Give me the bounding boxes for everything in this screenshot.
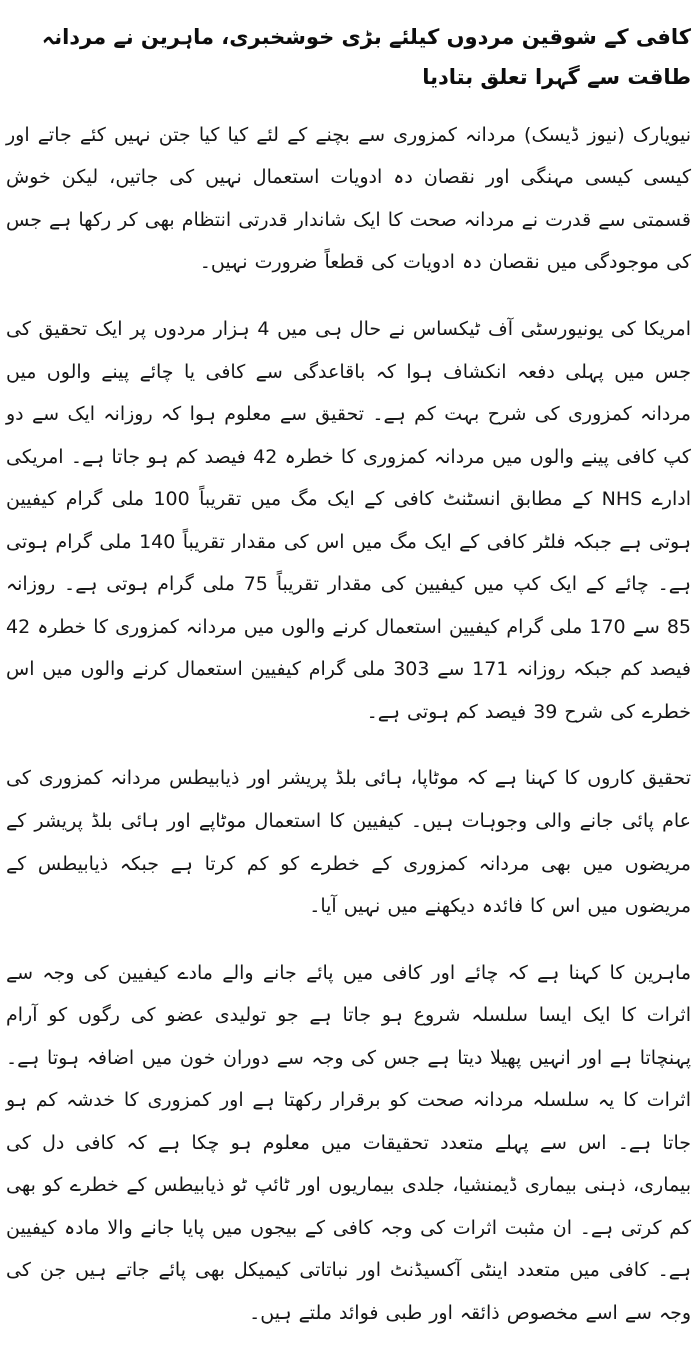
article-paragraph-expert-explanation: ماہرین کا کہنا ہے کہ چائے اور کافی میں پائے جانے والے مادے کیفیین کی وجہ سے اثرات کا ایک ایسا سلسلہ شروع ہو جاتا ہے جو تولیدی عضو کی رگوں کو آرام پہنچاتا ہے اور انہیں پھیلا دیتا ہے جس کی وجہ سے دوران خون میں اضافہ ہوتا ہے۔ اثرات کا یہ سلسلہ مردانہ صحت کو برقرار رکھتا ہے اور کمزوری کا خدشہ کم ہو جاتا ہے۔ اس سے پہلے متعدد تحقیقات میں معلوم ہو چکا ہے کہ کافی دل کی بیماری، ذہنی بیماری ڈیمنشیا، جلدی بیماریوں اور ٹائپ ٹو ذیابیطس کے خطرے کو بھی کم کرتی ہے۔ ان مثبت اثرات کی وجہ کافی کے بیجوں میں پایا جانے والا مادہ کیفیین ہے۔ کافی میں متعدد اینٹی آکسیڈنٹ اور نباتاتی کیمیکل بھی پائے جاتے ہیں جن کی وجہ سے اسے مخصوص ذائقہ اور طبی فوائد ملتے ہیں۔: [6, 961, 691, 1324]
article-paragraph-research-findings: امریکا کی یونیورسٹی آف ٹیکساس نے حال ہی میں 4 ہزار مردوں پر ایک تحقیق کی جس میں پہلی دفعہ انکشاف ہوا کہ باقاعدگی سے کافی یا چائے پینے والوں میں مردانہ کمزوری کی شرح بہت کم ہے۔ تحقیق سے معلوم ہوا کہ روزانہ ایک سے دو کپ کافی پینے والوں میں مردانہ کمزوری کا خطرہ 42 فیصد کم ہو جاتا ہے۔ امریکی ادارے NHS کے مطابق انسٹنٹ کافی کے ایک مگ میں تقریباً 100 ملی گرام کیفیین ہوتی ہے جبکہ فلٹر کافی کے ایک مگ میں اس کی مقدار تقریباً 140 ملی گرام ہوتی ہے۔ چائے کے ایک کپ میں کیفیین کی مقدار تقریباً 75 ملی گرام ہوتی ہے۔ روزانہ 85 سے 170 ملی گرام کیفیین استعمال کرنے والوں میں مردانہ کمزوری کا خطرہ 42 فیصد کم جبکہ روزانہ 171 سے 303 ملی گرام کیفیین استعمال کرنے والوں میں اس خطرے کی شرح 39 فیصد کم ہوتی ہے۔: [6, 317, 691, 723]
article-paragraph-intro: نیویارک (نیوز ڈیسک) مردانہ کمزوری سے بچنے کے لئے کیا کیا جتن نہیں کئے جاتے اور کیسی کیسی مہنگی اور نقصان دہ ادویات استعمال نہیں کی جاتیں، لیکن خوش قسمتی سے قدرت نے مردانہ صحت کا ایک شاندار قدرتی انتظام بھی کر رکھا ہے جس کی موجودگی میں نقصان دہ ادویات کی قطعاً ضرورت نہیں۔: [6, 123, 691, 274]
article-title: کافی کے شوقین مردوں کیلئے بڑی خوشخبری، ماہرین نے مردانہ طاقت سے گہرا تعلق بتادیا: [41, 25, 691, 89]
article-paragraph-risk-factors: تحقیق کاروں کا کہنا ہے کہ موٹاپا، ہائی بلڈ پریشر اور ذیابیطس مردانہ کمزوری کی عام پائی جانے والی وجوہات ہیں۔ کیفیین کا استعمال موٹاپے اور ہائی بلڈ پریشر کے مریضوں میں بھی مردانہ کمزوری کے خطرے کو کم کرتا ہے جبکہ ذیابیطس کے مریضوں میں اس کا فائدہ دیکھنے میں نہیں آیا۔: [6, 767, 691, 918]
